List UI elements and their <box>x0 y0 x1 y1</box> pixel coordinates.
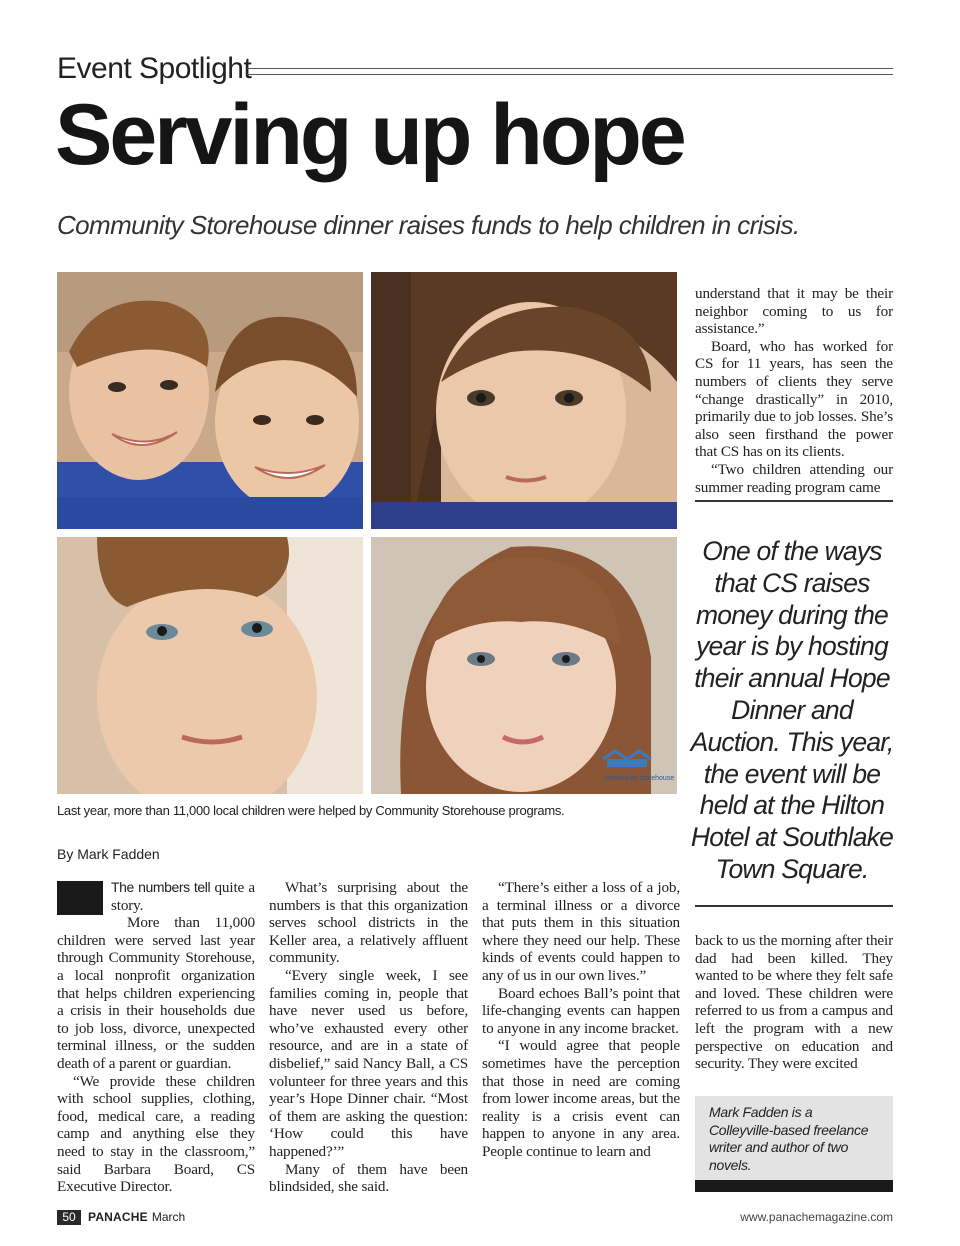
paragraph: More than 11,000 children were served last year through Community Storehouse, a local nonprofit organization that helps children experiencing a crisis in their households due to job loss, divorce, unexpected terminal illness, or the sudden death of a parent or guardian. <box>57 914 255 1072</box>
author-box-bar <box>695 1180 893 1192</box>
author-bio: Mark Fadden is a Colleyville-based freelance writer and author of two novels. <box>709 1104 869 1173</box>
publication-name: PANACHE <box>88 1210 148 1224</box>
paragraph: back to us the morning after their dad had been killed. They wanted to be where they felt safe and loved. These children were referred to us from a campus and left the program with a new perspective on education and security. They were excited <box>695 932 893 1073</box>
photo-girl-bangs <box>371 537 677 794</box>
byline: By Mark Fadden <box>57 846 160 862</box>
article-column-3 <box>482 879 680 1161</box>
paragraph: Many of them have been blindsided, she said. <box>269 1160 468 1196</box>
article-column-1 <box>57 879 255 1196</box>
article-column-4-bottom <box>695 932 893 1073</box>
page-number: 50 <box>57 1210 81 1225</box>
pull-quote-rule-top <box>695 500 893 502</box>
paragraph: Board, who has worked for CS for 11 years, has seen the numbers of clients they serve “change drastically” in 2010, primarily due to job losses. She’s also seen firsthand the power that CS has on its clients. <box>695 337 893 461</box>
article-column-4-top <box>695 285 893 496</box>
headline: Serving up hope <box>55 87 684 183</box>
paragraph: “I would agree that people sometimes have the perception that those in need are coming from lower income areas, but the reality is a crisis event can happen to anyone in any area. People continue to learn and <box>482 1037 680 1160</box>
photo-boy-looking-up <box>57 537 363 794</box>
paragraph: Board echoes Ball’s point that life-changing events can happen to anyone in any income bracket. <box>482 984 680 1037</box>
dek: Community Storehouse dinner raises funds to help children in crisis. <box>57 210 800 240</box>
storehouse-logo-text: community storehouse <box>603 775 675 782</box>
paragraph: “There’s either a loss of a job, a terminal illness or a divorce that puts them in this situation where they need our help. These kinds of events could happen to any of us in our own lives.” <box>482 879 680 984</box>
lead-in: The numbers tell <box>111 879 211 895</box>
photo-girl-dark-hair <box>371 272 677 529</box>
paragraph: “Two children attending our summer reading program came <box>695 460 893 496</box>
pull-quote: One of the ways that CS raises money during the year is by hosting their annual Hope Dinner and Auction. This year, the event will be held at the Hilton Hotel at Southlake Town Square. <box>690 536 894 884</box>
section-rule <box>247 68 893 75</box>
dropcap-block <box>57 881 103 915</box>
paragraph: “We provide these children with school supplies, clothing, food, medical care, a reading camp and anything else they need to stay in the classroom,” said Barbara Board, CS Executive Director. <box>57 1072 255 1196</box>
issue-month: March <box>151 1210 186 1224</box>
photo-caption: Last year, more than 11,000 local children were helped by Community Storehouse programs. <box>57 803 565 818</box>
section-label: Event Spotlight <box>57 52 252 85</box>
article-column-2 <box>269 879 468 1196</box>
paragraph: quite a story. <box>111 879 255 914</box>
paragraph: What’s surprising about the numbers is that this organization serves school districts in the Keller area, a relatively affluent community. <box>269 879 468 967</box>
website-url: www.panachemagazine.com <box>740 1210 893 1224</box>
pull-quote-rule-bottom <box>695 905 893 907</box>
publication-line <box>88 1210 185 1224</box>
paragraph: “Every single week, I see families coming in, people that have never used us before, who’ve exhausted every other resource, and are in a state of disbelief,” said Nancy Ball, a CS volunteer for three years and this year’s Hope Dinner chair. “Most of them are asking the question: ‘How could this have happened?’” <box>269 966 468 1160</box>
paragraph: understand that it may be their neighbor coming to us for assistance.” <box>695 285 893 338</box>
author-bio-box <box>695 1096 893 1192</box>
photo-two-boys <box>57 272 363 529</box>
